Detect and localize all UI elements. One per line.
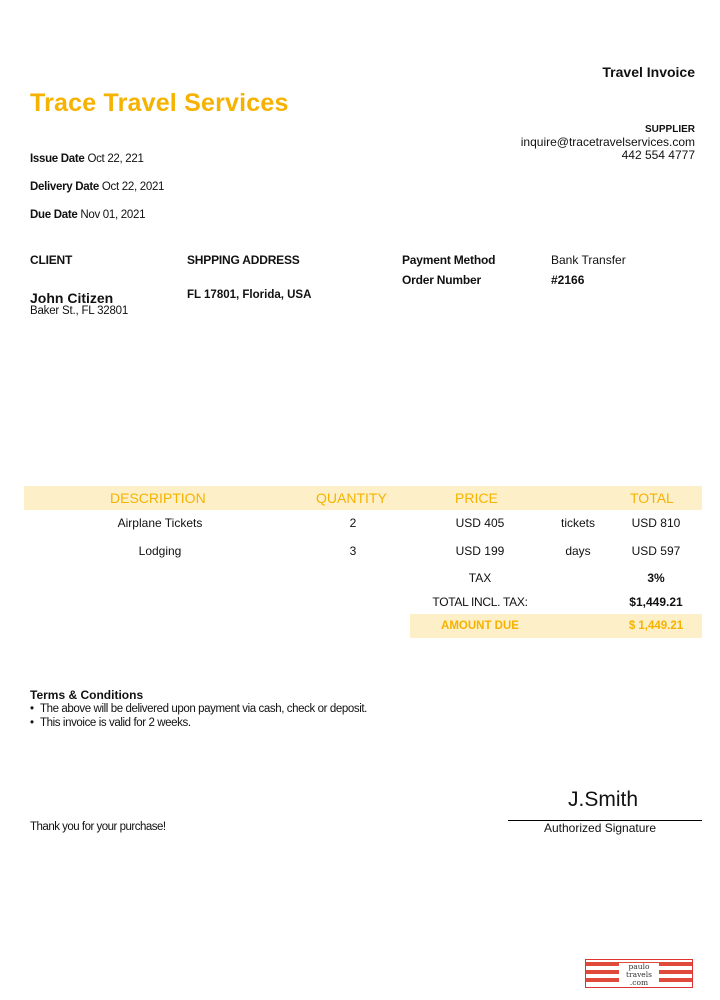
shipping-address-label: SHPPING ADDRESS: [187, 253, 300, 267]
shipping-address-value: FL 17801, Florida, USA: [187, 289, 312, 301]
delivery-date-value: Oct 22, 2021: [101, 181, 165, 193]
logo-text: paulo travels .com: [619, 963, 659, 987]
total-incl-tax-label: TOTAL INCL. TAX:: [432, 595, 528, 609]
issue-date-value: Oct 22, 221: [87, 153, 144, 165]
due-date-value: Nov 01, 2021: [80, 209, 146, 221]
supplier-phone: 442 554 4777: [621, 148, 695, 162]
issue-date-label: Issue Date: [30, 153, 85, 165]
tax-label: TAX: [468, 571, 492, 585]
terms-item: • This invoice is valid for 2 weeks.: [30, 717, 191, 729]
table-row-2-quantity: 3: [349, 544, 357, 558]
bullet-icon: •: [30, 717, 34, 729]
thank-you-note: Thank you for your purchase!: [30, 821, 166, 833]
due-date-row: [30, 209, 145, 221]
signature-name: J.Smith: [568, 788, 639, 811]
client-address: Baker St., FL 32801: [30, 305, 129, 317]
column-header-description: DESCRIPTION: [110, 490, 206, 506]
bullet-icon: •: [30, 703, 34, 715]
total-incl-tax-value: $1,449.21: [629, 595, 683, 609]
column-header-quantity: QUANTITY: [316, 490, 387, 506]
terms-title: Terms & Conditions: [30, 688, 144, 702]
table-row-1-quantity: 2: [349, 516, 357, 530]
client-name: John Citizen: [30, 290, 114, 306]
supplier-label: SUPPLIER: [644, 124, 695, 135]
table-row-2-unit: days: [565, 544, 591, 558]
table-row-2-price: USD 199: [455, 544, 505, 558]
table-row-1-unit: tickets: [560, 516, 595, 530]
document-type-title: Travel Invoice: [602, 64, 695, 80]
amount-due-label: AMOUNT DUE: [441, 620, 519, 632]
column-header-price: PRICE: [455, 490, 498, 506]
column-header-total: TOTAL: [630, 490, 674, 506]
issue-date-row: [30, 153, 144, 165]
supplier-email: inquire@tracetravelservices.com: [520, 135, 695, 149]
table-row-1-total: USD 810: [631, 516, 681, 530]
payment-method-value: Bank Transfer: [551, 253, 626, 267]
amount-due-value: $ 1,449.21: [628, 620, 684, 632]
order-number-label: Order Number: [402, 273, 481, 287]
payment-method-label: Payment Method: [402, 253, 496, 267]
table-row-2-total: USD 597: [631, 544, 681, 558]
company-name: Trace Travel Services: [30, 89, 289, 117]
tax-value: 3%: [647, 571, 665, 585]
delivery-date-label: Delivery Date: [30, 181, 99, 193]
terms-item: • The above will be delivered upon payment via cash, check or deposit.: [30, 703, 367, 715]
order-number-value: #2166: [551, 273, 585, 287]
brand-logo: [585, 959, 693, 988]
signature-label: Authorized Signature: [544, 821, 657, 835]
supplier-block: [521, 123, 695, 162]
due-date-label: Due Date: [30, 209, 78, 221]
terms-list: [30, 703, 367, 731]
delivery-date-row: [30, 181, 164, 193]
client-label: CLIENT: [30, 253, 73, 267]
table-row-2-description: Lodging: [138, 544, 182, 558]
table-row-1-price: USD 405: [455, 516, 505, 530]
table-row-1-description: Airplane Tickets: [117, 516, 203, 530]
